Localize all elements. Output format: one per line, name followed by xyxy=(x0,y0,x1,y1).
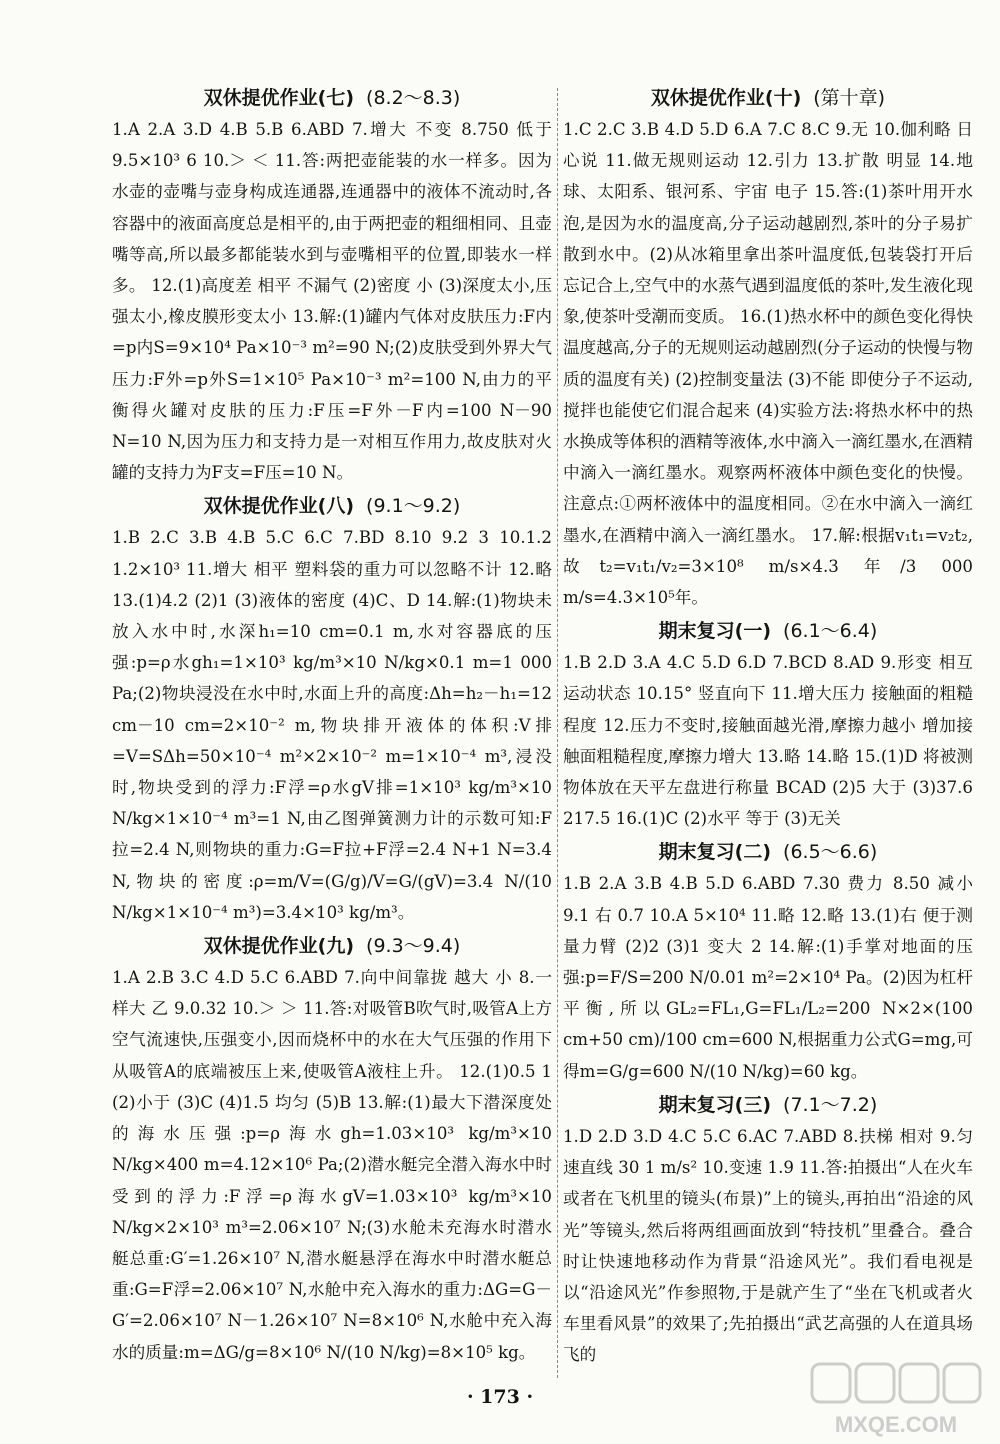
right-column xyxy=(563,82,973,1373)
section-answers: 1.C 2.C 3.B 4.D 5.D 6.A 7.C 8.C 9.无 10.伽利略 日心说 11.做无规则运动 12.引力 13.扩散 明显 14.地球、太阳系、银河系、宇宙 电子 15.答:(1)茶叶用开水泡,是因为水的温度高,分子运动越剧烈,茶叶的分子易扩散到水中。(2)从冰箱里拿出茶叶温度低,包装袋打开后忘记合上,空气中的水蒸气遇到温度低的茶叶,发生液化现象,使茶叶受潮而变质。 16.(1)热水杯中的颜色变化得快 温度越高,分子的无规则运动越剧烈(分子运动的快慢与物质的温度有关) (2)控制变量法 (3)不能 即使分子不运动,搅拌也能使它们混合起来 (4)实验方法:将热水杯中的热水换成等体积的酒精等液体,水中滴入一滴红墨水,在酒精中滴入一滴红墨水。观察两杯液体中颜色变化的快慢。注意点:①两杯液体中的温度相同。②在水中滴入一滴红墨水,在酒精中滴入一滴红墨水。 17.解:根据v₁t₁=v₂t₂,故t₂=v₁t₁/v₂=3×10⁸ m/s×4.3 年/3 000 m/s=4.3×10⁵年。 xyxy=(563,120,973,608)
section-range: (6.1～6.4) xyxy=(783,620,878,643)
section-final-review-3 xyxy=(563,1089,973,1371)
section-answers: 1.A 2.B 3.C 4.D 5.C 6.ABD 7.向中间靠拢 越大 小 8.一样大 乙 9.0.32 10.＞ ＞ 11.答:对吸管B吹气时,吸管A上方空气流速快,压强变小,因而烧杯中的水在大气压强的作用下从吸管A的底端被压上来,使吸管A液柱上升。 12.(1)0.5 1 (2)小于 (3)C (4)1.5 均匀 (5)B 13.解:(1)最大下潜深度处的海水压强:p=ρ海水gh=1.03×10³ kg/m³×10 N/kg×400 m=4.12×10⁶ Pa;(2)潜水艇完全潜入海水中时受到的浮力:F浮=ρ海水gV=1.03×10³ kg/m³×10 N/kg×2×10³ m³=2.06×10⁷ N;(3)水舱未充海水时潜水艇总重:G′=1.26×10⁷ N,潜水艇悬浮在海水中时潜水艇总重:G=F浮=2.06×10⁷ N,水舱中充入海水的重力:ΔG=G－G′=2.06×10⁷ N－1.26×10⁷ N=8×10⁶ N,水舱中充入海水的质量:m=ΔG/g=8×10⁶ N/(10 N/kg)=8×10⁵ kg。 xyxy=(112,968,552,1362)
section-title xyxy=(112,82,552,114)
column-divider xyxy=(557,88,558,1378)
section-homework-8 xyxy=(112,490,552,928)
section-title-text: 期末复习(二) xyxy=(658,841,772,864)
section-title xyxy=(563,615,973,647)
section-answers: 1.B 2.A 3.B 4.B 5.D 6.ABD 7.30 费力 8.50 减小 9.1 右 0.7 10.A 5×10⁴ 11.略 12.略 13.(1)右 便于测量力臂 (2)2 (3)1 变大 2 14.解:(1)手掌对地面的压强:p=F/S=200 N/0.01 m²=2×10⁴ Pa。(2)因为杠杆平衡,所以GL₂=FL₁,G=FL₁/L₂=200 N×2×(100 cm+50 cm)/100 cm=600 N,根据重力公式G=mg,可得m=G/g=600 N/(10 N/kg)=60 kg。 xyxy=(563,874,973,1081)
section-answers: 1.D 2.D 3.D 4.C 5.C 6.AC 7.ABD 8.扶梯 相对 9.匀速直线 30 1 m/s² 10.变速 1.9 11.答:拍摄出“人在火车或者在飞机里的镜头(布景)”上的镜头,再拍出“沿途的风光”等镜头,然后将两组画面放到“特技机”里叠合。叠合时让快速地移动作为背景“沿途风光”。我们看电视是以“沿途风光”作参照物,于是就产生了“坐在飞机或者火车里看风景”的效果了;先拍摄出“武艺高强的人在道具场飞的 xyxy=(563,1126,973,1365)
section-homework-10 xyxy=(563,82,973,613)
section-title-text: 双休提优作业(九) xyxy=(203,935,355,958)
section-range: (第十章) xyxy=(813,87,886,109)
section-range: (8.2～8.3) xyxy=(366,87,461,109)
section-title-text: 双休提优作业(八) xyxy=(203,495,355,518)
section-range: (7.1～7.2) xyxy=(783,1093,878,1116)
section-title-text: 双休提优作业(七) xyxy=(203,87,355,109)
section-title xyxy=(563,836,973,868)
section-range: (9.3～9.4) xyxy=(366,935,461,958)
watermark-icon xyxy=(806,1358,986,1440)
section-answers: 1.B 2.D 3.A 4.C 5.D 6.D 7.BCD 8.AD 9.形变 相互 运动状态 10.15° 竖直向下 11.增大压力 接触面的粗糙程度 12.压力不变时,接触面越光滑,摩擦力越小 增加接触面粗糙程度,摩擦力增大 13.略 14.略 15.(1)D 将被测物体放在天平左盘进行称量 BCAD (2)5 大于 (3)37.6 217.5 16.(1)C (2)水平 等于 (3)无关 xyxy=(563,653,973,829)
watermark-logo xyxy=(806,1358,986,1440)
section-homework-9 xyxy=(112,930,552,1368)
section-answers: 1.A 2.A 3.D 4.B 5.B 6.ABD 7.增大 不变 8.750 低于 9.5×10³ 6 10.＞ ＜ 11.答:两把壶能装的水一样多。因为水壶的壶嘴与壶身构成连通器,连通器中的液体不流动时,各容器中的液面高度总是相平的,由于两把壶的粗细相同、且壶嘴等高,所以最多都能装水到与壶嘴相平的位置,即装水一样多。 12.(1)高度差 相平 不漏气 (2)密度 小 (3)深度太小,压强太小,橡皮膜形变太小 13.解:(1)罐内气体对皮肤压力:F内=p内S=9×10⁴ Pa×10⁻³ m²=90 N;(2)皮肤受到外界大气压力:F外=p外S=1×10⁵ Pa×10⁻³ m²=100 N,由力的平衡得火罐对皮肤的压力:F压=F外－F内=100 N－90 N=10 N,因为压力和支持力是一对相互作用力,故皮肤对火罐的支持力为F支=F压=10 N。 xyxy=(112,120,552,483)
page-number: · 173 · xyxy=(466,1386,534,1408)
section-final-review-1 xyxy=(563,615,973,834)
watermark-text: MXQE.COM xyxy=(834,1412,958,1437)
section-title xyxy=(563,82,973,114)
section-title xyxy=(112,930,552,962)
section-final-review-2 xyxy=(563,836,973,1086)
section-range: (6.5～6.6) xyxy=(783,841,878,864)
left-column xyxy=(112,82,552,1370)
section-range: (9.1～9.2) xyxy=(366,495,461,518)
section-title-text: 期末复习(一) xyxy=(658,620,772,643)
section-homework-7 xyxy=(112,82,552,488)
section-title-text: 期末复习(三) xyxy=(658,1093,772,1116)
section-title-text: 双休提优作业(十) xyxy=(650,87,802,109)
section-title xyxy=(112,490,552,522)
section-answers: 1.B 2.C 3.B 4.B 5.C 6.C 7.BD 8.10 9.2 3 10.1.2 1.2×10³ 11.增大 相平 塑料袋的重力可以忽略不计 12.略 13.(1)4.2 (2)1 (3)液体的密度 (4)C、D 14.解:(1)物块未放入水中时,水深h₁=10 cm=0.1 m,水对容器底的压强:p=ρ水gh₁=1×10³ kg/m³×10 N/kg×0.1 m=1 000 Pa;(2)物块浸没在水中时,水面上升的高度:Δh=h₂－h₁=12 cm－10 cm=2×10⁻² m,物块排开液体的体积:V排=V=SΔh=50×10⁻⁴ m²×2×10⁻² m=1×10⁻⁴ m³,浸没时,物块受到的浮力:F浮=ρ水gV排=1×10³ kg/m³×10 N/kg×1×10⁻⁴ m³=1 N,由乙图弹簧测力计的示数可知:F拉=2.4 N,则物块的重力:G=F拉+F浮=2.4 N+1 N=3.4 N,物块的密度:ρ=m/V=(G/g)/V=G/(gV)=3.4 N/(10 N/kg×1×10⁻⁴ m³)=3.4×10³ kg/m³。 xyxy=(112,528,552,922)
section-title xyxy=(563,1089,973,1121)
